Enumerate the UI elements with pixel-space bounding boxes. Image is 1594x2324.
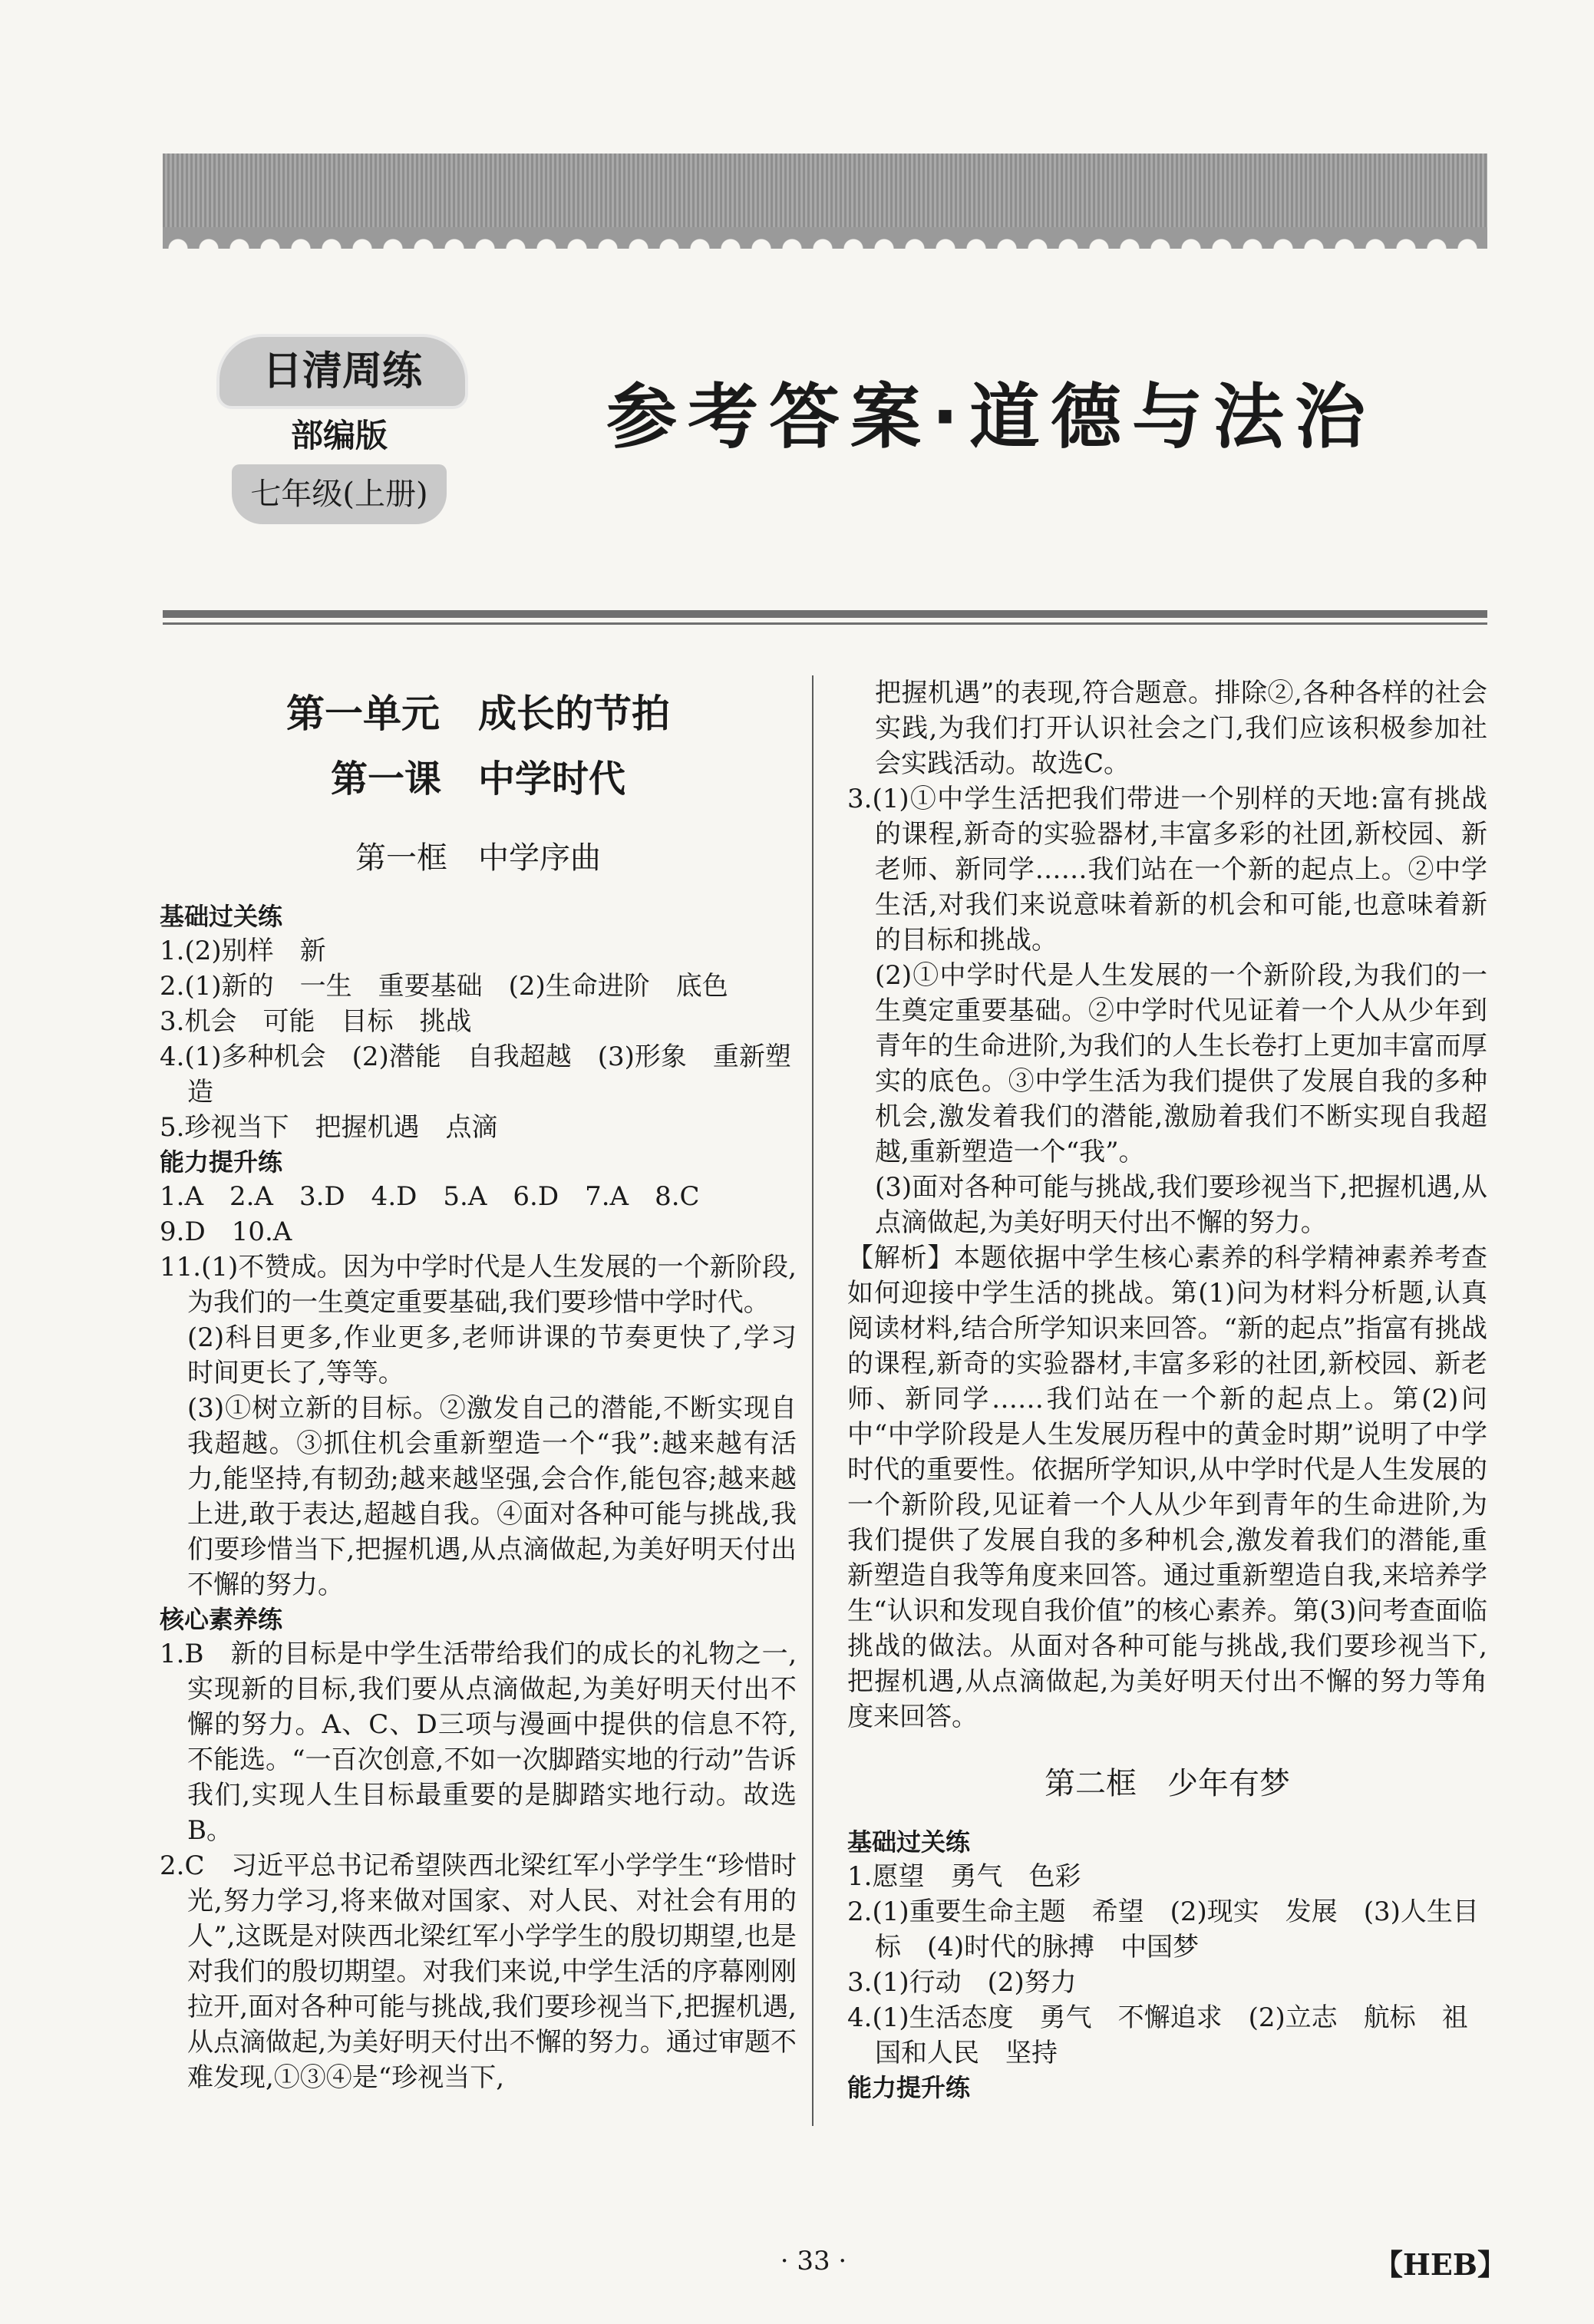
frame-title: 第一框 中学序曲 <box>355 840 601 876</box>
right-column <box>847 675 1487 2104</box>
answer-item: 3.(1)①中学生活把我们带进一个别样的天地:富有挑战的课程,新奇的实验器材,丰富多彩的社团,新校园、新老师、新同学……我们站在一个新的起点上。②中学生活,对我们来说意味着新的机会和可能,也意味着新的目标和挑战。 <box>847 784 1487 956</box>
answer-item: 1.愿望 勇气 色彩 <box>847 1861 1081 1892</box>
analysis-paragraph: 【解析】本题依据中学生核心素养的科学精神素养考查如何迎接中学生活的挑战。第(1)问为材料分析题,认真阅读材料,结合所学知识来回答。“新的起点”指富有挑战的课程,新奇的实验器材,丰富多彩的社团,新校园、新老师、新同学……我们站在一个新的起点上。第(2)问中“中学阶段是人生发展历程中的黄金时期”说明了中学时代的重要性。依据所学知识,从中学时代是人生发展的一个新阶段,见证着一个人从少年到青年的生命进阶,为我们提供了发展自我的多种机会,激发着我们的潜能,重新塑造自我等角度来回答。通过重新塑造自我,来培养学生“认识和发现自我价值”的核心素养。第(3)问考查面临挑战的做法。从面对各种可能与挑战,我们要珍视当下,把握机遇,从点滴做起,为美好明天付出不懈的努力等角度来回答。 <box>847 1243 1487 1732</box>
page-number: · 33 · <box>780 2246 847 2276</box>
answer-item: (3)面对各种可能与挑战,我们要珍视当下,把握机遇,从点滴做起,为美好明天付出不懈的努力。 <box>875 1172 1487 1238</box>
unit-title: 第一单元 成长的节拍 <box>286 692 670 736</box>
header-divider-thin <box>163 622 1487 625</box>
lesson-title: 第一课 中学时代 <box>330 758 625 801</box>
answer-item: 11.(1)不赞成。因为中学时代是人生发展的一个新阶段,为我们的一生奠定重要基础,我们要珍惜中学时代。 <box>160 1252 797 1318</box>
left-column <box>160 675 797 2095</box>
column-divider <box>812 675 814 2126</box>
answer-item: (2)科目更多,作业更多,老师讲课的节奏更快了,学习时间更长了,等等。 <box>187 1322 797 1388</box>
answer-item: 4.(1)生活态度 勇气 不懈追求 (2)立志 航标 祖国和人民 坚持 <box>847 2002 1468 2068</box>
answer-item: 3.(1)行动 (2)努力 <box>847 1967 1077 1998</box>
badge-grade: 七年级(上册) <box>232 464 447 524</box>
answer-item: 1.B 新的目标是中学生活带给我们的成长的礼物之一,实现新的目标,我们要从点滴做起,为美好明天付出不懈的努力。A、C、D三项与漫画中提供的信息不符,不能选。“一百次创意,不如一次脚踏实地的行动”告诉我们,实现人生目标最重要的是脚踏实地行动。故选B。 <box>160 1639 797 1846</box>
answer-item: 4.(1)多种机会 (2)潜能 自我超越 (3)形象 重新塑造 <box>160 1042 791 1108</box>
badge-edition: 部编版 <box>290 417 388 454</box>
section-heading-ability-2: 能力提升练 <box>847 2073 971 2102</box>
header-divider-thick <box>163 610 1487 618</box>
answer-item: 2.(1)重要生命主题 希望 (2)现实 发展 (3)人生目标 (4)时代的脉搏 中国梦 <box>847 1897 1479 1963</box>
answer-item: 1.(2)别样 新 <box>160 936 326 966</box>
header-banner <box>163 154 1487 230</box>
section-heading-basic-2: 基础过关练 <box>847 1827 971 1857</box>
book-badge <box>216 311 482 541</box>
frame-title-2: 第二框 少年有梦 <box>1045 1766 1290 1801</box>
answer-item: 9.D 10.A <box>160 1216 292 1247</box>
badge-title: 日清周练 <box>216 334 468 409</box>
answer-item: 2.C 习近平总书记希望陕西北梁红军小学学生“珍惜时光,努力学习,将来做对国家、对人民、对社会有用的人”,这既是对陕西北梁红军小学学生的殷切期望,也是对我们的殷切期望。对我们来说,中学生活的序幕刚刚拉开,面对各种可能与挑战,我们要珍视当下,把握机遇,从点滴做起,为美好明天付出不懈的努力。通过审题不难发现,①③④是“珍视当下, <box>160 1850 797 2093</box>
section-heading-ability: 能力提升练 <box>160 1147 283 1177</box>
answer-item: (2)①中学时代是人生发展的一个新阶段,为我们的一生奠定重要基础。②中学时代见证着一个人从少年到青年的生命进阶,为我们的人生长卷打上更加丰富而厚实的底色。③中学生活为我们提供了发展自我的多种机会,激发着我们的潜能,激励着我们不断实现自我超越,重新塑造一个“我”。 <box>875 960 1487 1167</box>
answer-item: 5.珍视当下 把握机遇 点滴 <box>160 1112 498 1143</box>
header-scallop-edge <box>163 227 1487 249</box>
answer-item: 2.(1)新的 一生 重要基础 (2)生命进阶 底色 <box>160 971 728 1002</box>
answer-item: 3.机会 可能 目标 挑战 <box>160 1006 472 1037</box>
answer-continuation: 把握机遇”的表现,符合题意。排除②,各种各样的社会实践,为我们打开认识社会之门,我们应该积极参加社会实践活动。故选C。 <box>875 678 1487 779</box>
section-heading-basic: 基础过关练 <box>160 902 283 931</box>
edition-code: 【HEB】 <box>1374 2247 1507 2282</box>
answer-item: (3)①树立新的目标。②激发自己的潜能,不断实现自我超越。③抓住机会重新塑造一个“我”:越来越有活力,能坚持,有韧劲;越来越坚强,会合作,能包容;越来越上进,敢于表达,超越自我。④面对各种可能与挑战,我们要珍惜当下,把握机遇,从点滴做起,为美好明天付出不懈的努力。 <box>187 1393 797 1600</box>
section-heading-core: 核心素养练 <box>160 1605 283 1634</box>
answer-item: 1.A 2.A 3.D 4.D 5.A 6.D 7.A 8.C <box>160 1181 700 1212</box>
page-title: 参考答案·道德与法治 <box>606 376 1376 458</box>
